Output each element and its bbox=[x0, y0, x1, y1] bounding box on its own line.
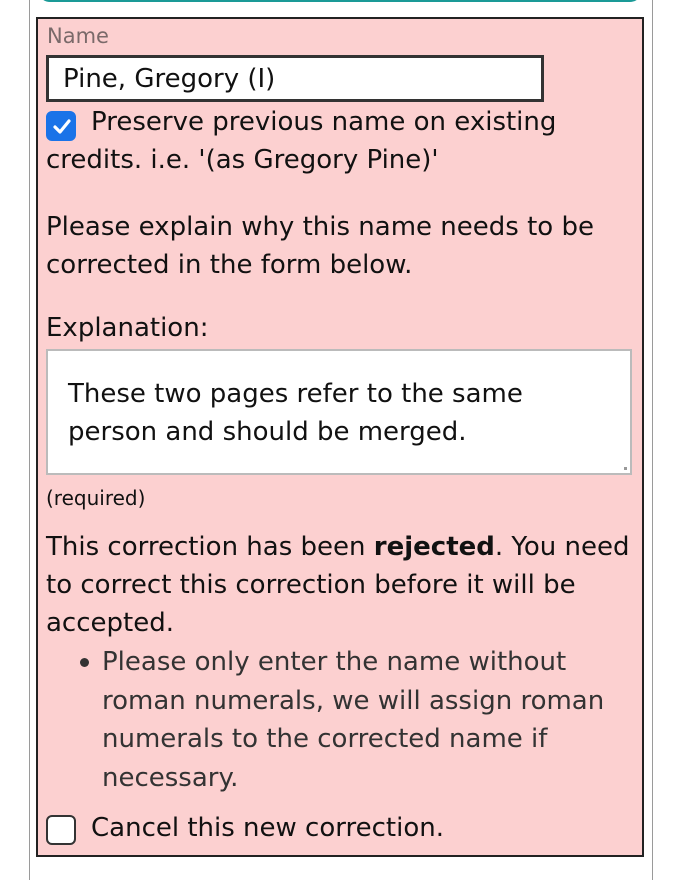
required-note: (required) bbox=[46, 486, 146, 510]
error-list-item: Please only enter the name without roman numerals, we will assign roman numerals to the corrected name if necessary. bbox=[102, 647, 605, 793]
explanation-textarea[interactable] bbox=[46, 349, 632, 475]
explain-instruction: Please explain why this name needs to be corrected in the form below. bbox=[46, 212, 594, 280]
name-label: Name bbox=[47, 24, 109, 48]
name-input[interactable] bbox=[46, 55, 544, 102]
explanation-text: These two pages refer to the same person and should be merged. bbox=[68, 379, 523, 447]
rejection-message-suffix: . You need to correct this correction before it will be accepted. bbox=[46, 532, 630, 638]
rejection-status: rejected bbox=[373, 532, 495, 562]
rejection-message bbox=[46, 528, 636, 642]
rejection-message-prefix: This correction has been bbox=[46, 532, 374, 562]
section-header-bar bbox=[38, 0, 642, 2]
preserve-name-label: Preserve previous name on existing credits. i.e. '(as Gregory Pine)' bbox=[46, 107, 557, 175]
bullet-icon bbox=[80, 658, 89, 667]
cancel-correction-checkbox[interactable] bbox=[46, 815, 76, 845]
explanation-label: Explanation: bbox=[46, 313, 209, 343]
cancel-correction-label: Cancel this new correction. bbox=[91, 813, 444, 843]
resize-handle[interactable] bbox=[624, 467, 627, 470]
